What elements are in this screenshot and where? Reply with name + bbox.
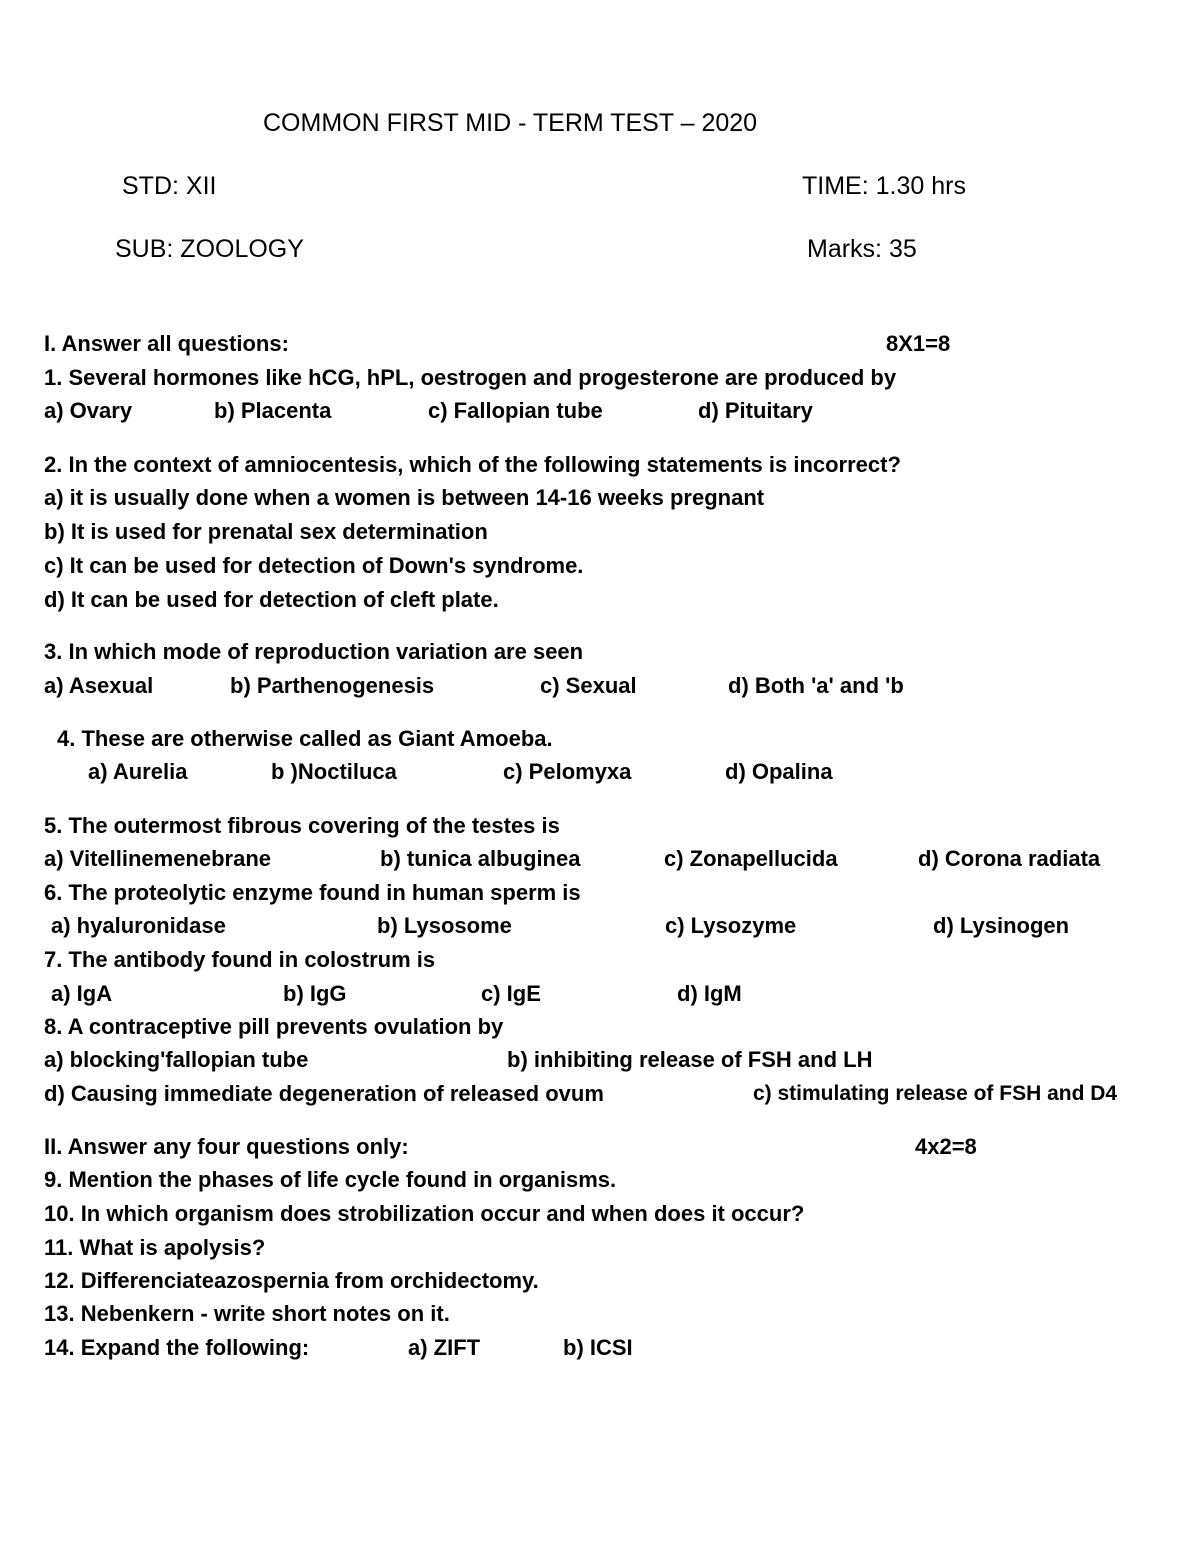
q7-option-c: c) IgE — [481, 981, 541, 1006]
section-1-heading: I. Answer all questions: — [44, 331, 289, 356]
q2-option-d: d) It can be used for detection of cleft plate. — [44, 587, 499, 612]
q7-option-b: b) IgG — [283, 981, 347, 1006]
q3-option-c: c) Sexual — [540, 673, 637, 698]
section-1-marks: 8X1=8 — [886, 331, 951, 356]
q4-option-a: a) Aurelia — [88, 759, 188, 784]
question-14: 14. Expand the following: — [44, 1335, 310, 1360]
q8-option-d: d) Causing immediate degeneration of released ovum — [44, 1081, 604, 1106]
q6-option-c: c) Lysozyme — [665, 913, 797, 938]
q2-option-b: b) It is used for prenatal sex determination — [44, 519, 488, 544]
question-13: 13. Nebenkern - write short notes on it. — [44, 1301, 450, 1326]
q7-option-d: d) IgM — [677, 981, 742, 1006]
q14-option-a: a) ZIFT — [408, 1335, 481, 1360]
time-label: TIME: 1.30 hrs — [802, 172, 966, 200]
question-10: 10. In which organism does strobilization occur and when does it occur? — [44, 1201, 805, 1226]
q3-option-b: b) Parthenogenesis — [230, 673, 435, 698]
question-3: 3. In which mode of reproduction variation are seen — [44, 639, 584, 664]
q1-option-b: b) Placenta — [214, 398, 332, 423]
question-9: 9. Mention the phases of life cycle found in organisms. — [44, 1167, 617, 1192]
marks-label: Marks: 35 — [807, 235, 917, 263]
standard-label: STD: XII — [122, 172, 217, 200]
q8-option-a: a) blocking'fallopian tube — [44, 1047, 309, 1072]
q6-option-a: a) hyaluronidase — [51, 913, 226, 938]
q8-option-c: c) stimulating release of FSH and D4 — [753, 1082, 1118, 1105]
q2-option-c: c) It can be used for detection of Down's syndrome. — [44, 553, 584, 578]
question-5: 5. The outermost fibrous covering of the testes is — [44, 813, 560, 838]
section-2-marks: 4x2=8 — [915, 1134, 977, 1159]
q7-option-a: a) IgA — [51, 981, 113, 1006]
question-7: 7. The antibody found in colostrum is — [44, 947, 436, 972]
q6-option-b: b) Lysosome — [377, 913, 512, 938]
q1-option-a: a) Ovary — [44, 398, 133, 423]
q1-option-d: d) Pituitary — [698, 398, 813, 423]
question-11: 11. What is apolysis? — [44, 1235, 266, 1260]
question-1: 1. Several hormones like hCG, hPL, oestrogen and progesterone are produced by — [44, 365, 897, 390]
question-2: 2. In the context of amniocentesis, which of the following statements is incorrect? — [44, 452, 901, 477]
q5-option-c: c) Zonapellucida — [664, 846, 838, 871]
q4-option-c: c) Pelomyxa — [503, 759, 632, 784]
q5-option-a: a) Vitellinemenebrane — [44, 846, 272, 871]
q3-option-d: d) Both 'a' and 'b — [728, 673, 904, 698]
q5-option-d: d) Corona radiata — [918, 846, 1101, 871]
question-8: 8. A contraceptive pill prevents ovulation by — [44, 1014, 504, 1039]
q4-option-d: d) Opalina — [725, 759, 833, 784]
exam-title: COMMON FIRST MID - TERM TEST – 2020 — [263, 109, 758, 137]
q4-option-b: b )Noctiluca — [271, 759, 397, 784]
question-6: 6. The proteolytic enzyme found in human sperm is — [44, 880, 581, 905]
q1-option-c: c) Fallopian tube — [428, 398, 603, 423]
subject-label: SUB: ZOOLOGY — [115, 235, 304, 263]
q6-option-d: d) Lysinogen — [933, 913, 1070, 938]
q5-option-b: b) tunica albuginea — [380, 846, 581, 871]
section-2-heading: II. Answer any four questions only: — [44, 1134, 409, 1159]
q2-option-a: a) it is usually done when a women is between 14-16 weeks pregnant — [44, 485, 765, 510]
question-4: 4. These are otherwise called as Giant Amoeba. — [57, 726, 553, 751]
q14-option-b: b) ICSI — [563, 1335, 633, 1360]
question-12: 12. Differenciateazospernia from orchidectomy. — [44, 1268, 539, 1293]
q3-option-a: a) Asexual — [44, 673, 154, 698]
q8-option-b: b) inhibiting release of FSH and LH — [507, 1047, 873, 1072]
